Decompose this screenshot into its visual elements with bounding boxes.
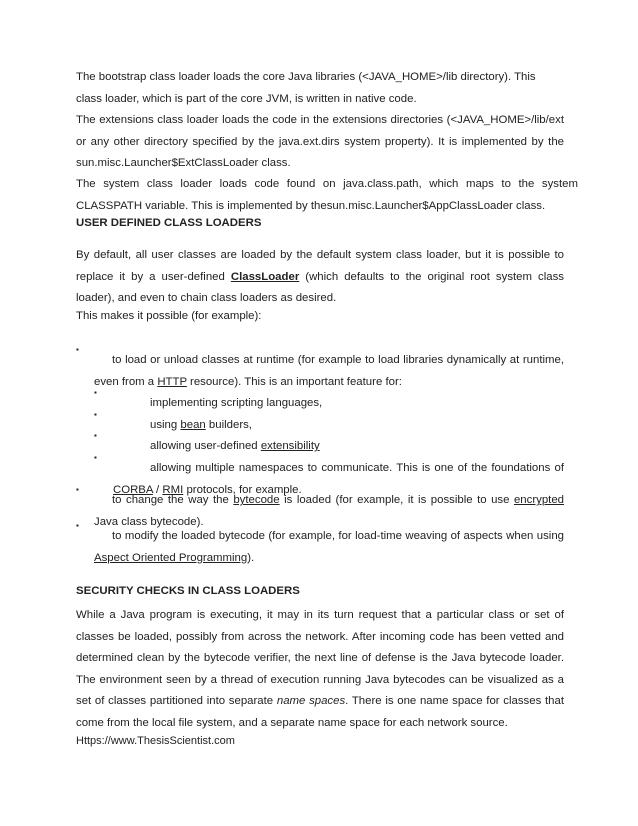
rmi-link[interactable]: RMI — [162, 483, 184, 496]
aop-link[interactable]: Aspect Oriented Programming — [94, 551, 248, 564]
bullet-marker: ▪ — [76, 521, 79, 530]
bean-link[interactable]: bean — [180, 419, 206, 432]
corba-link[interactable]: CORBA — [113, 483, 153, 496]
paragraph-security-checks — [76, 605, 564, 734]
sub-bullet-marker: ▪ — [94, 453, 97, 462]
sub-bullet-bean-pre: using — [150, 419, 181, 432]
classloader-link[interactable]: ClassLoader — [230, 270, 300, 283]
sub-bullet-scripting: implementing scripting languages, — [150, 397, 323, 410]
sub-bullet-ns-post: protocols, for example. — [183, 483, 302, 496]
heading-security-checks: SECURITY CHECKS IN CLASS LOADERS — [76, 585, 300, 597]
paragraph-extensions-loader: The extensions class loader loads the code in the extensions directories (<JAVA_HOME>/lib/ext or any other directory specified by the java.ext.dirs system property). It is implemented by the sun.misc.Launcher$ExtClassLoader class. — [76, 114, 564, 169]
bytecode-link[interactable]: bytecode — [233, 494, 280, 507]
para6-text-post: . There is one name space for classes that come from the local file system, and a separate name space for each network source. — [76, 695, 564, 729]
bullet1-text-pre: to load or unload classes at runtime (for example to load libraries dynamically at runtime, even from a — [94, 354, 564, 388]
bullet-marker: ▪ — [76, 485, 79, 494]
bullet-marker: ▪ — [76, 345, 79, 354]
sub-bullet-marker: ▪ — [94, 388, 97, 397]
sub-bullet-marker: ▪ — [94, 431, 97, 440]
name-spaces-emphasis: name spaces — [276, 695, 346, 707]
sub-bullet-bean-post: builders, — [205, 419, 252, 432]
footer-url: Https://www.ThesisScientist.com — [76, 735, 235, 747]
encrypted-link[interactable]: encrypted — [513, 494, 564, 507]
sub-bullet-ns-pre: allowing multiple namespaces to communicate. This is one of the foundations of — [150, 462, 564, 475]
sub-bullet-marker: ▪ — [94, 410, 97, 419]
bullet2-text-post: Java class bytecode). — [94, 515, 204, 528]
bullet-load-unload — [94, 350, 564, 393]
para6-text-pre: While a Java program is executing, it may in its turn request that a particular class or set of classes be loaded, possibly from across the network. After incoming code has been vetted and determined clean by the bytecode verifier, the next line of defense is the Java bytecode loader. The environment seen by a thread of execution running Java bytecodes can be visualized as a set of classes partitioned into separate — [76, 609, 564, 707]
paragraph-makes-possible: This makes it possible (for example): — [76, 310, 262, 322]
heading-user-defined-class-loaders: USER DEFINED CLASS LOADERS — [76, 217, 262, 229]
sub-bullet-bean — [150, 415, 252, 437]
http-link[interactable]: HTTP — [157, 375, 187, 388]
bullet3-text-post: ). — [247, 551, 255, 564]
paragraph-user-loaders — [76, 245, 564, 310]
bullet2-text-mid: is loaded (for example, it is possible to use — [279, 494, 514, 507]
para4-text-post: (which defaults to the original root system class loader), and even to chain class loaders as desired. — [76, 270, 564, 304]
paragraph-bootstrap-loader: The bootstrap class loader loads the core Java libraries (<JAVA_HOME>/lib directory). This class loader, which is part of the core JVM, is written in native code. — [76, 71, 536, 105]
bullet1-text-post: resource). This is an important feature for: — [186, 375, 402, 388]
bullet-modify-bytecode — [94, 526, 564, 569]
extensibility-link[interactable]: extensibility — [260, 440, 320, 453]
sub-bullet-ext-pre: allowing user-defined — [150, 440, 261, 453]
paragraph-system-loader: The system class loader loads code found on java.class.path, which maps to the system CLASSPATH variable. This is implemented by thesun.misc.Launcher$AppClassLoader class. — [76, 178, 578, 212]
sub-bullet-ns-mid: / — [152, 483, 163, 496]
bullet2-text-pre: to change the way the — [112, 494, 234, 507]
para4-text-pre: By default, all user classes are loaded by the default system class loader, but it is possible to replace it by a user-defined — [76, 249, 564, 283]
bullet3-text-pre: to modify the loaded bytecode (for example, for load-time weaving of aspects when using — [112, 530, 564, 543]
sub-bullet-extensibility — [150, 436, 320, 458]
